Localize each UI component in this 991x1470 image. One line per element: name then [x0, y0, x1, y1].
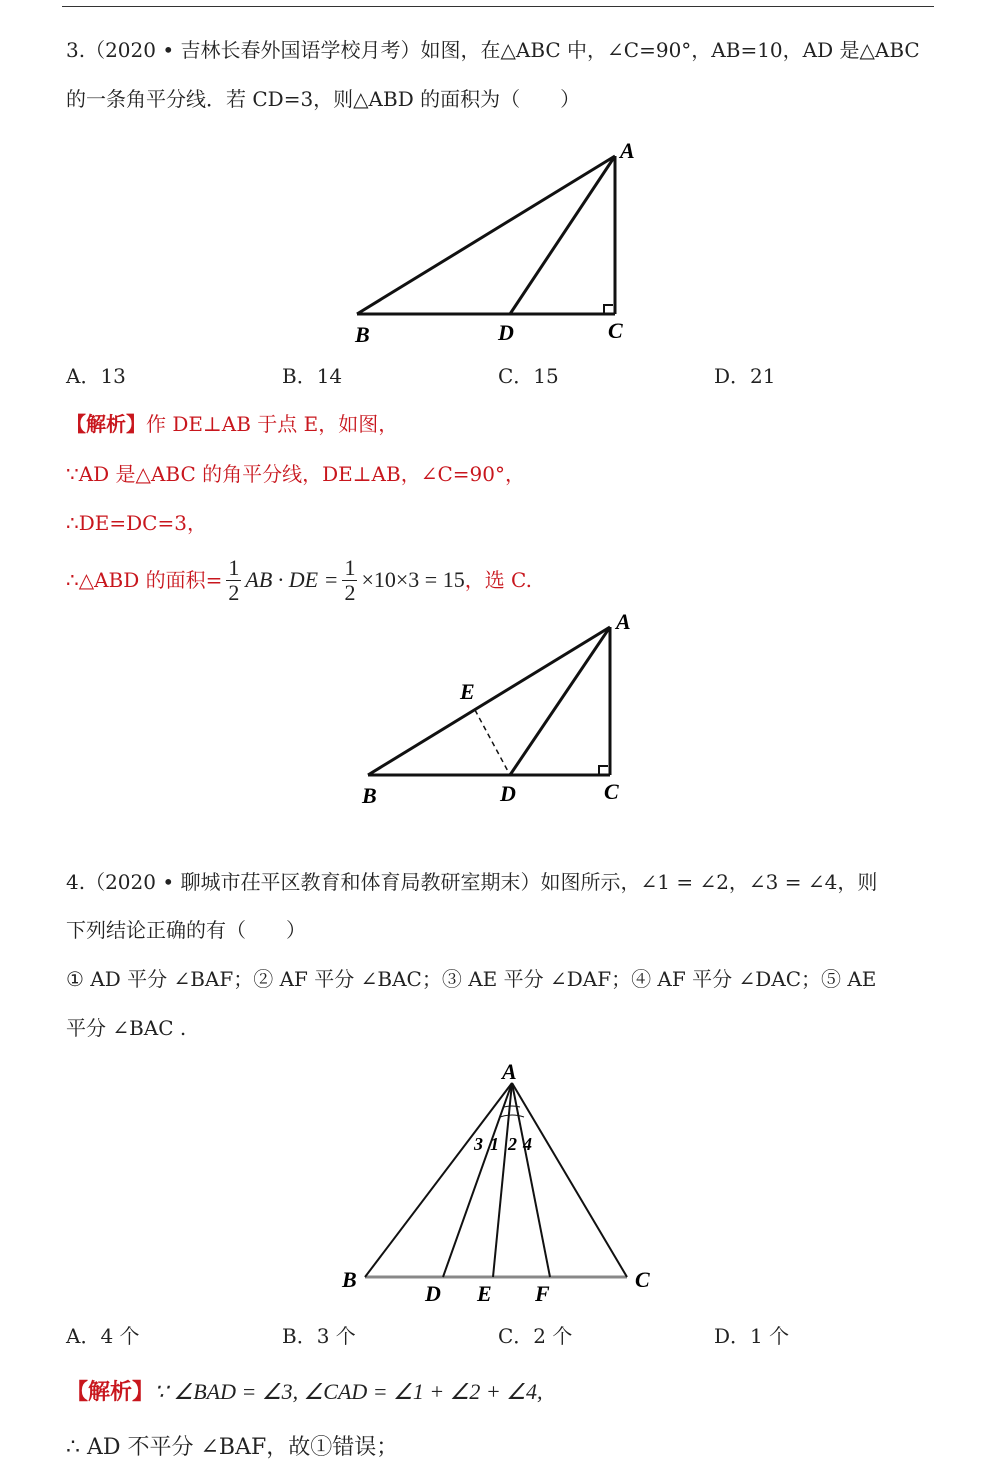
q3-choice-c[interactable]: C．15	[498, 364, 559, 388]
q3-fraction-1	[226, 556, 241, 603]
q3-analysis-line2: ∵AD 是△ABC 的角平分线，DE⊥AB，∠C=90°，	[66, 462, 525, 486]
q3-fig2-label-d: D	[500, 781, 516, 806]
q4-options-line2: 平分 ∠BAC .	[66, 1016, 187, 1040]
q3-analysis-tag: 【解析】	[66, 412, 146, 436]
q4-choice-a[interactable]: A．4 个	[66, 1324, 140, 1348]
q4-fig-label-2: 2	[508, 1134, 517, 1154]
q4-stem-line1: 4.（2020 • 聊城市茌平区教育和体育局教研室期末）如图所示，∠1 = ∠2，∠3 = ∠4，则	[66, 870, 878, 894]
q4-choice-d[interactable]: D．1 个	[714, 1324, 790, 1348]
q4-options-line1: ① AD 平分 ∠BAF；② AF 平分 ∠BAC；③ AE 平分 ∠DAF；④ AF 平分 ∠DAC；⑤ AE	[66, 967, 877, 991]
q3-analysis-line1	[66, 414, 398, 434]
top-divider	[62, 6, 934, 7]
q4-analysis-tag: 【解析】	[66, 1379, 155, 1405]
q3-fraction-1-den: 2	[228, 579, 240, 605]
q3-fraction-2-den: 2	[344, 579, 356, 605]
q3-fraction-1-num: 1	[228, 555, 240, 581]
q3-stem-line1: 3.（2020 • 吉林长春外国语学校月考）如图，在△ABC 中，∠C=90°，AB=10，AD 是△ABC	[66, 38, 920, 62]
q4-fig-label-3: 3	[474, 1134, 483, 1154]
q3-choice-b[interactable]: B．14	[282, 364, 343, 388]
q3-fig-label-c: C	[608, 318, 623, 343]
q4-choice-b[interactable]: B．3 个	[282, 1324, 356, 1348]
q3-area-suffix: ，选 C.	[464, 568, 533, 592]
q3-stem-line2: 的一条角平分线．若 CD=3，则△ABD 的面积为（ ）	[66, 87, 581, 111]
q3-solution-figure	[340, 605, 660, 815]
q4-fig-label-f: F	[535, 1281, 550, 1306]
q4-fig-label-b: B	[342, 1267, 357, 1292]
q4-fig-label-4: 4	[523, 1134, 532, 1154]
q3-analysis-line4	[66, 552, 532, 608]
q4-fig-label-1: 1	[490, 1134, 499, 1154]
q3-area-rest: ×10×3 = 15	[361, 567, 465, 592]
q4-fig-label-d: D	[425, 1281, 441, 1306]
q4-fig-label-a: A	[502, 1059, 517, 1084]
q3-fig2-label-e: E	[460, 679, 475, 704]
q3-fig2-label-a: A	[616, 609, 631, 634]
q4-choice-c[interactable]: C．2 个	[498, 1324, 573, 1348]
q3-fig2-label-c: C	[604, 779, 619, 804]
q3-fig-label-b: B	[355, 322, 370, 347]
q3-fig2-label-b: B	[362, 783, 377, 808]
q3-choice-a[interactable]: A．13	[66, 364, 126, 388]
q4-fig-label-e: E	[477, 1281, 492, 1306]
q3-fig-label-a: A	[620, 138, 635, 163]
q4-analysis-line1	[66, 1381, 543, 1404]
q4-figure	[330, 1055, 670, 1315]
q3-analysis-line3: ∴DE=DC=3，	[66, 511, 207, 535]
q3-analysis-text1: 作 DE⊥AB 于点 E，如图，	[146, 412, 399, 436]
q3-area-prefix: ∴△ABD 的面积=	[66, 568, 223, 592]
q3-choice-d[interactable]: D．21	[714, 364, 776, 388]
q4-analysis-text1: ∵ ∠BAD = ∠3, ∠CAD = ∠1 + ∠2 + ∠4,	[154, 1379, 543, 1404]
q3-fraction-2	[342, 556, 357, 603]
q4-stem-line2: 下列结论正确的有（ ）	[66, 918, 306, 942]
q3-fraction-2-num: 1	[344, 555, 356, 581]
q3-area-mid: AB · DE =	[245, 567, 339, 592]
q4-analysis-line2: ∴ AD 不平分 ∠BAF，故①错误；	[66, 1435, 399, 1460]
q4-fig-label-c: C	[635, 1267, 650, 1292]
q3-figure	[340, 130, 660, 350]
q3-fig-label-d: D	[498, 320, 514, 345]
